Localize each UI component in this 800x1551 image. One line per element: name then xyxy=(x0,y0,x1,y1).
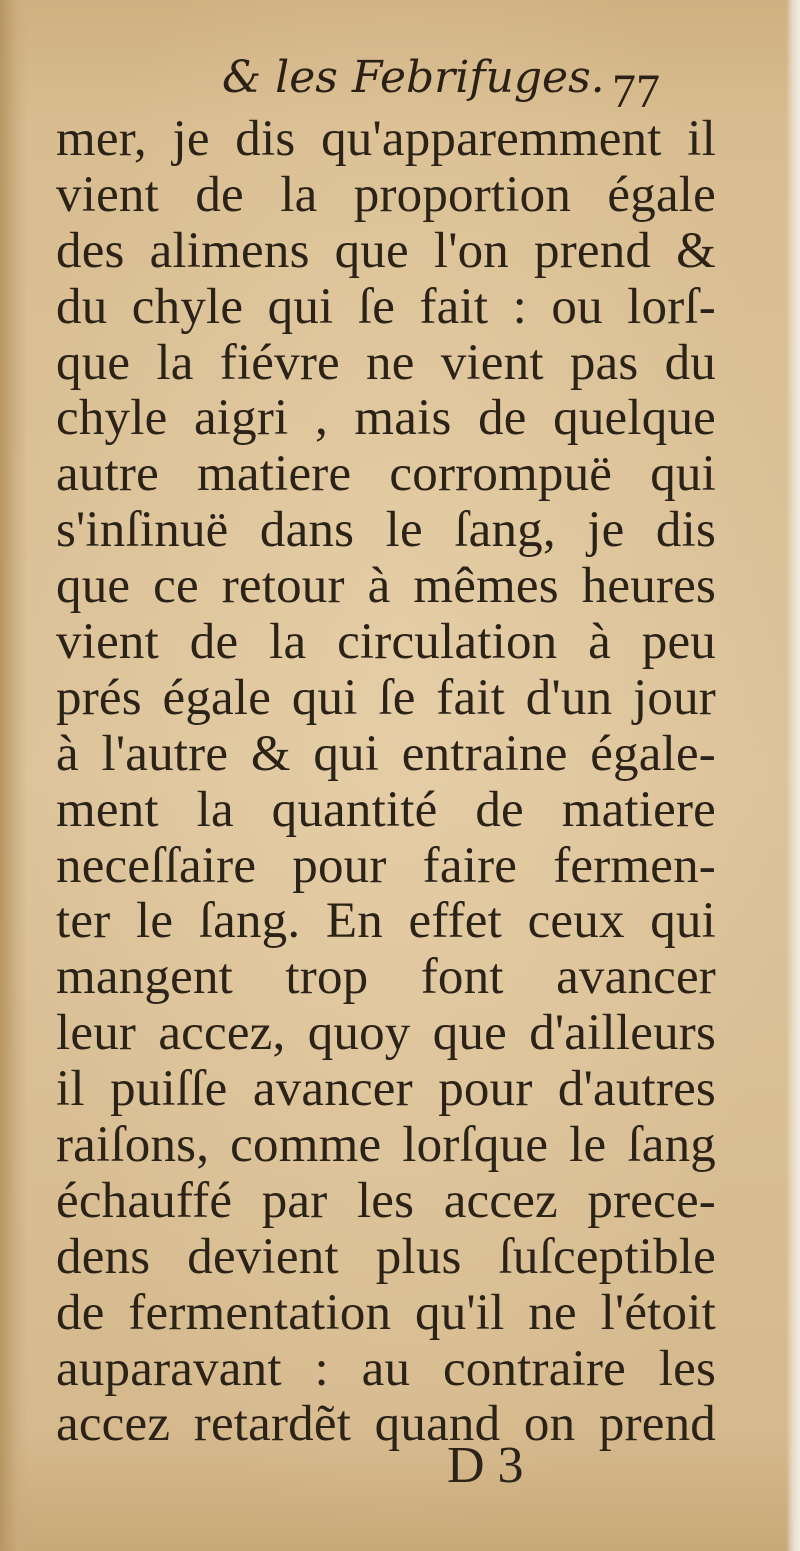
text-line: il puiſſe avancer pour d'autres xyxy=(56,1061,716,1118)
text-line: ment la quantité de matiere xyxy=(56,781,716,838)
text-line: accez retardẽt quand on prend xyxy=(56,1396,716,1453)
text-line: que ce retour à mêmes heures xyxy=(56,558,716,615)
text-line: prés égale qui ſe fait d'un jour xyxy=(56,669,716,726)
text-line: raiſons, comme lorſque le ſang xyxy=(56,1117,716,1174)
text-line: que la fiévre ne vient pas du xyxy=(56,334,716,391)
text-line: de fermentation qu'il ne l'étoit xyxy=(56,1284,716,1341)
text-line: dens devient plus ſuſceptible xyxy=(56,1228,716,1285)
signature-mark: D 3 xyxy=(447,1437,524,1494)
text-line: mer, je dis qu'apparemment il xyxy=(56,111,716,167)
text-line: à l'autre & qui entraine égale- xyxy=(56,725,716,782)
text-line: neceſſaire pour faire fermen- xyxy=(56,837,716,894)
page-number: 77 xyxy=(612,65,660,118)
page-gutter-shadow xyxy=(0,0,28,1551)
text-line: échauffé par les accez prece- xyxy=(56,1172,716,1229)
page-edge xyxy=(786,0,800,1551)
text-line: leur accez, quoy que d'ailleurs xyxy=(56,1005,716,1062)
text-line: vient de la proportion égale xyxy=(56,166,716,223)
body-text xyxy=(56,112,716,1453)
text-line: ter le ſang. En effet ceux qui xyxy=(56,893,716,950)
text-line: vient de la circulation à peu xyxy=(56,614,716,671)
text-line: auparavant : au contraire les xyxy=(56,1340,716,1397)
running-head: & les Febrifuges. xyxy=(222,52,605,103)
page-header xyxy=(0,48,800,118)
text-line: chyle aigri , mais de quelque xyxy=(56,390,716,447)
text-line: du chyle qui ſe fait : ou lorſ- xyxy=(56,278,716,335)
text-line: s'inſinuë dans le ſang, je dis xyxy=(56,502,716,559)
text-line: des alimens que l'on prend & xyxy=(56,222,716,279)
text-line: autre matiere corrompuë qui xyxy=(56,446,716,503)
text-line: mangent trop font avancer xyxy=(56,949,716,1006)
